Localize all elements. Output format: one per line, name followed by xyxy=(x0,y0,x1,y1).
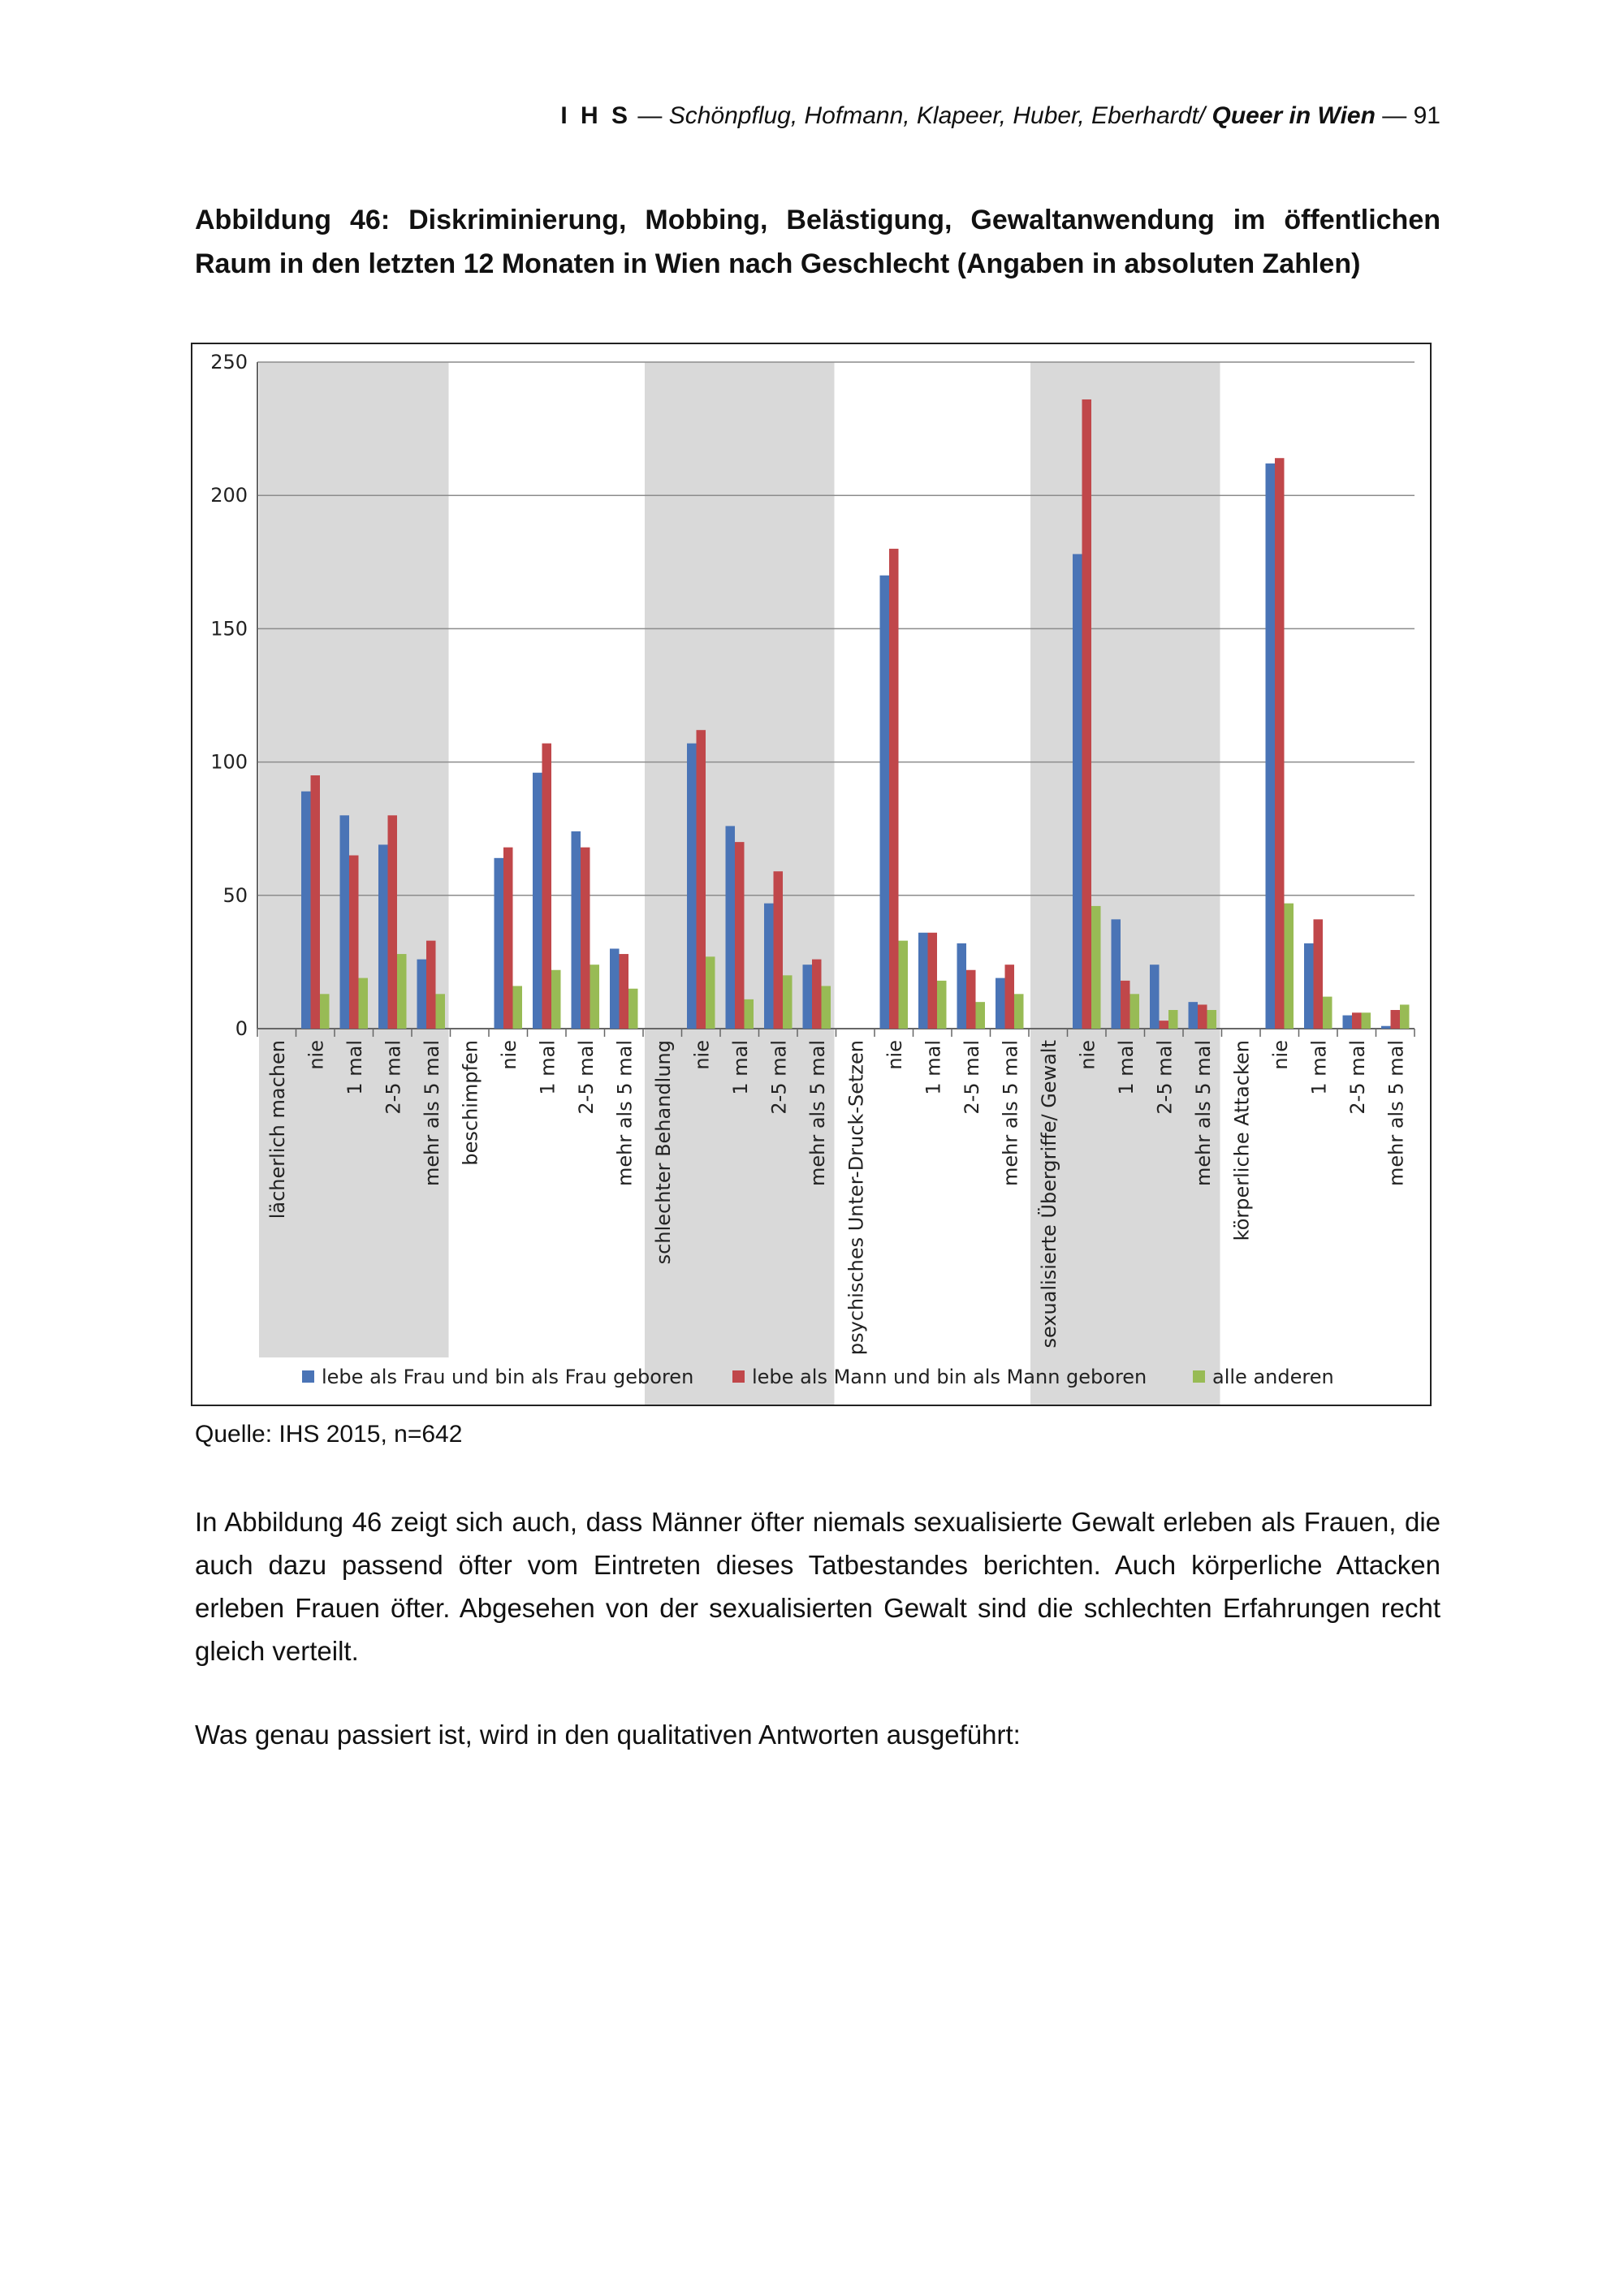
legend-label-3: alle anderen xyxy=(1212,1366,1334,1388)
bar-series-1 xyxy=(1150,965,1160,1029)
bar-series-1 xyxy=(1343,1016,1353,1029)
category-label: mehr als 5 mal xyxy=(613,1040,637,1187)
category-label: 2-5 mal xyxy=(1153,1040,1177,1115)
bar-series-3 xyxy=(436,994,446,1029)
bar-series-1 xyxy=(880,576,890,1029)
y-tick-label: 100 xyxy=(210,750,248,774)
bar-series-2 xyxy=(620,954,629,1029)
bar-chart xyxy=(192,344,1430,1405)
category-label: 1 mal xyxy=(1114,1040,1138,1095)
bar-series-2 xyxy=(1005,965,1015,1029)
category-label: nie xyxy=(1268,1040,1292,1070)
bar-series-1 xyxy=(417,960,427,1029)
category-label: 2-5 mal xyxy=(960,1040,983,1115)
bar-series-1 xyxy=(957,943,967,1029)
bar-series-1 xyxy=(687,744,697,1029)
bar-series-3 xyxy=(783,975,793,1029)
bar-series-1 xyxy=(918,933,928,1029)
header-brand: I H S xyxy=(560,102,632,129)
bar-series-3 xyxy=(1130,994,1140,1029)
legend-swatch-3 xyxy=(1193,1370,1205,1383)
group-label: schlechter Behandlung xyxy=(651,1040,675,1265)
bar-series-2 xyxy=(349,856,359,1029)
bar-series-2 xyxy=(966,970,976,1029)
bar-series-2 xyxy=(388,815,398,1029)
category-label: nie xyxy=(1076,1040,1099,1070)
bar-series-1 xyxy=(1304,943,1314,1029)
y-tick-label: 150 xyxy=(210,617,248,641)
bar-series-3 xyxy=(1362,1012,1371,1029)
bar-series-3 xyxy=(551,970,561,1029)
bar-series-3 xyxy=(1091,906,1101,1029)
bar-series-3 xyxy=(590,965,600,1029)
bar-series-3 xyxy=(1400,1004,1410,1029)
bar-series-1 xyxy=(340,815,350,1029)
bar-series-2 xyxy=(1082,399,1092,1029)
group-label: lächerlich machen xyxy=(266,1040,289,1219)
bar-series-2 xyxy=(542,744,552,1029)
category-label: 2-5 mal xyxy=(382,1040,405,1115)
group-label: psychisches Unter-Druck-Setzen xyxy=(844,1040,868,1356)
page-number: 91 xyxy=(1413,102,1440,129)
bar-series-3 xyxy=(822,986,831,1029)
bar-series-2 xyxy=(1391,1010,1401,1029)
bar-series-3 xyxy=(1014,994,1024,1029)
bar-series-2 xyxy=(1198,1004,1207,1029)
bar-series-1 xyxy=(533,773,542,1029)
category-label: 1 mal xyxy=(1307,1040,1331,1095)
bar-series-1 xyxy=(1381,1026,1391,1029)
bar-series-1 xyxy=(1189,1002,1199,1029)
group-label: beschimpfen xyxy=(459,1040,482,1166)
bar-series-3 xyxy=(1168,1010,1178,1029)
category-label: mehr als 5 mal xyxy=(1384,1040,1408,1187)
bar-series-3 xyxy=(397,954,407,1029)
bar-series-2 xyxy=(928,933,938,1029)
bar-series-3 xyxy=(976,1002,986,1029)
bar-series-2 xyxy=(1121,981,1130,1029)
bar-series-1 xyxy=(572,831,581,1029)
category-label: 1 mal xyxy=(536,1040,559,1095)
category-label: 2-5 mal xyxy=(1345,1040,1369,1115)
bar-series-3 xyxy=(1207,1010,1217,1029)
chart-frame xyxy=(191,343,1432,1406)
bar-series-1 xyxy=(378,844,388,1029)
category-label: mehr als 5 mal xyxy=(420,1040,443,1187)
figure-title: Abbildung 46: Diskriminierung, Mobbing, Belästigung, Gewaltanwendung im öffentlichen Raum in den letzten 12 Monaten in Wien nach Geschlecht (Angaben in absoluten Zahlen) xyxy=(195,205,1440,279)
bar-series-1 xyxy=(1266,464,1276,1029)
header-book-title: Queer in Wien xyxy=(1212,102,1376,129)
bar-series-2 xyxy=(1160,1021,1169,1029)
figure-source: Quelle: IHS 2015, n=642 xyxy=(195,1421,463,1448)
bar-series-3 xyxy=(937,981,947,1029)
category-label: mehr als 5 mal xyxy=(999,1040,1022,1187)
bar-series-3 xyxy=(1323,997,1332,1029)
category-label: mehr als 5 mal xyxy=(1191,1040,1215,1187)
bar-series-3 xyxy=(320,994,330,1029)
bar-series-1 xyxy=(726,826,736,1029)
y-tick-label: 250 xyxy=(210,351,248,373)
category-label: 2-5 mal xyxy=(767,1040,791,1115)
bar-series-2 xyxy=(735,842,745,1029)
bar-series-2 xyxy=(1314,919,1324,1029)
bar-series-3 xyxy=(513,986,523,1029)
y-tick-label: 50 xyxy=(222,883,248,907)
bar-series-1 xyxy=(996,978,1005,1029)
bar-series-2 xyxy=(426,941,436,1029)
bar-series-1 xyxy=(301,792,311,1029)
legend-label-1: lebe als Frau und bin als Frau geboren xyxy=(322,1366,694,1388)
bar-series-1 xyxy=(610,948,620,1029)
category-label: nie xyxy=(497,1040,520,1070)
bar-series-1 xyxy=(1112,919,1121,1029)
category-label: 1 mal xyxy=(728,1040,752,1095)
group-label: körperliche Attacken xyxy=(1230,1040,1254,1241)
bar-series-3 xyxy=(899,941,909,1029)
legend-swatch-2 xyxy=(732,1370,745,1383)
bar-series-3 xyxy=(745,999,754,1029)
body-paragraph-1: In Abbildung 46 zeigt sich auch, dass Männer öfter niemals sexualisierte Gewalt erleben als Frauen, die auch dazu passend öfter vom Eintreten dieses Tatbestandes berichten. Auch körperliche Attacken erleben Frauen öfter. Abgesehen von der sexualisierten Gewalt sind die schlechten Erfahrungen recht gleich verteilt. xyxy=(195,1507,1440,1666)
bar-series-2 xyxy=(1352,1012,1362,1029)
bar-series-2 xyxy=(1275,458,1285,1029)
running-header: I H S — Schönpflug, Hofmann, Klapeer, Huber, Eberhardt/ Queer in Wien — 91 xyxy=(560,102,1440,129)
bar-series-1 xyxy=(803,965,813,1029)
bar-series-2 xyxy=(697,730,706,1029)
bar-series-1 xyxy=(495,858,504,1029)
bar-series-1 xyxy=(1073,554,1082,1029)
bar-series-1 xyxy=(764,904,774,1029)
bar-series-3 xyxy=(628,989,638,1029)
y-tick-label: 200 xyxy=(210,484,248,507)
category-label: nie xyxy=(883,1040,906,1070)
category-label: 1 mal xyxy=(922,1040,945,1095)
category-label: nie xyxy=(304,1040,328,1070)
bar-series-3 xyxy=(1285,904,1294,1029)
category-label: mehr als 5 mal xyxy=(806,1040,829,1187)
bar-series-2 xyxy=(311,775,321,1029)
header-authors: Schönpflug, Hofmann, Klapeer, Huber, Eberhardt/ xyxy=(668,102,1206,129)
bar-series-2 xyxy=(581,848,590,1029)
category-label: nie xyxy=(690,1040,714,1070)
bar-series-2 xyxy=(774,871,784,1029)
category-label: 1 mal xyxy=(343,1040,366,1095)
body-paragraph-2: Was genau passiert ist, wird in den qualitativen Antworten ausgeführt: xyxy=(195,1720,1021,1750)
bar-series-3 xyxy=(706,956,715,1029)
bar-series-2 xyxy=(889,549,899,1029)
bar-series-3 xyxy=(359,978,369,1029)
legend-label-2: lebe als Mann und bin als Mann geboren xyxy=(752,1366,1147,1388)
category-label: 2-5 mal xyxy=(574,1040,598,1115)
legend-swatch-1 xyxy=(302,1370,314,1383)
y-tick-label: 0 xyxy=(235,1017,248,1040)
bar-series-2 xyxy=(812,960,822,1029)
group-label: sexualisierte Übergriffe/ Gewalt xyxy=(1037,1040,1060,1349)
bar-series-2 xyxy=(503,848,513,1029)
